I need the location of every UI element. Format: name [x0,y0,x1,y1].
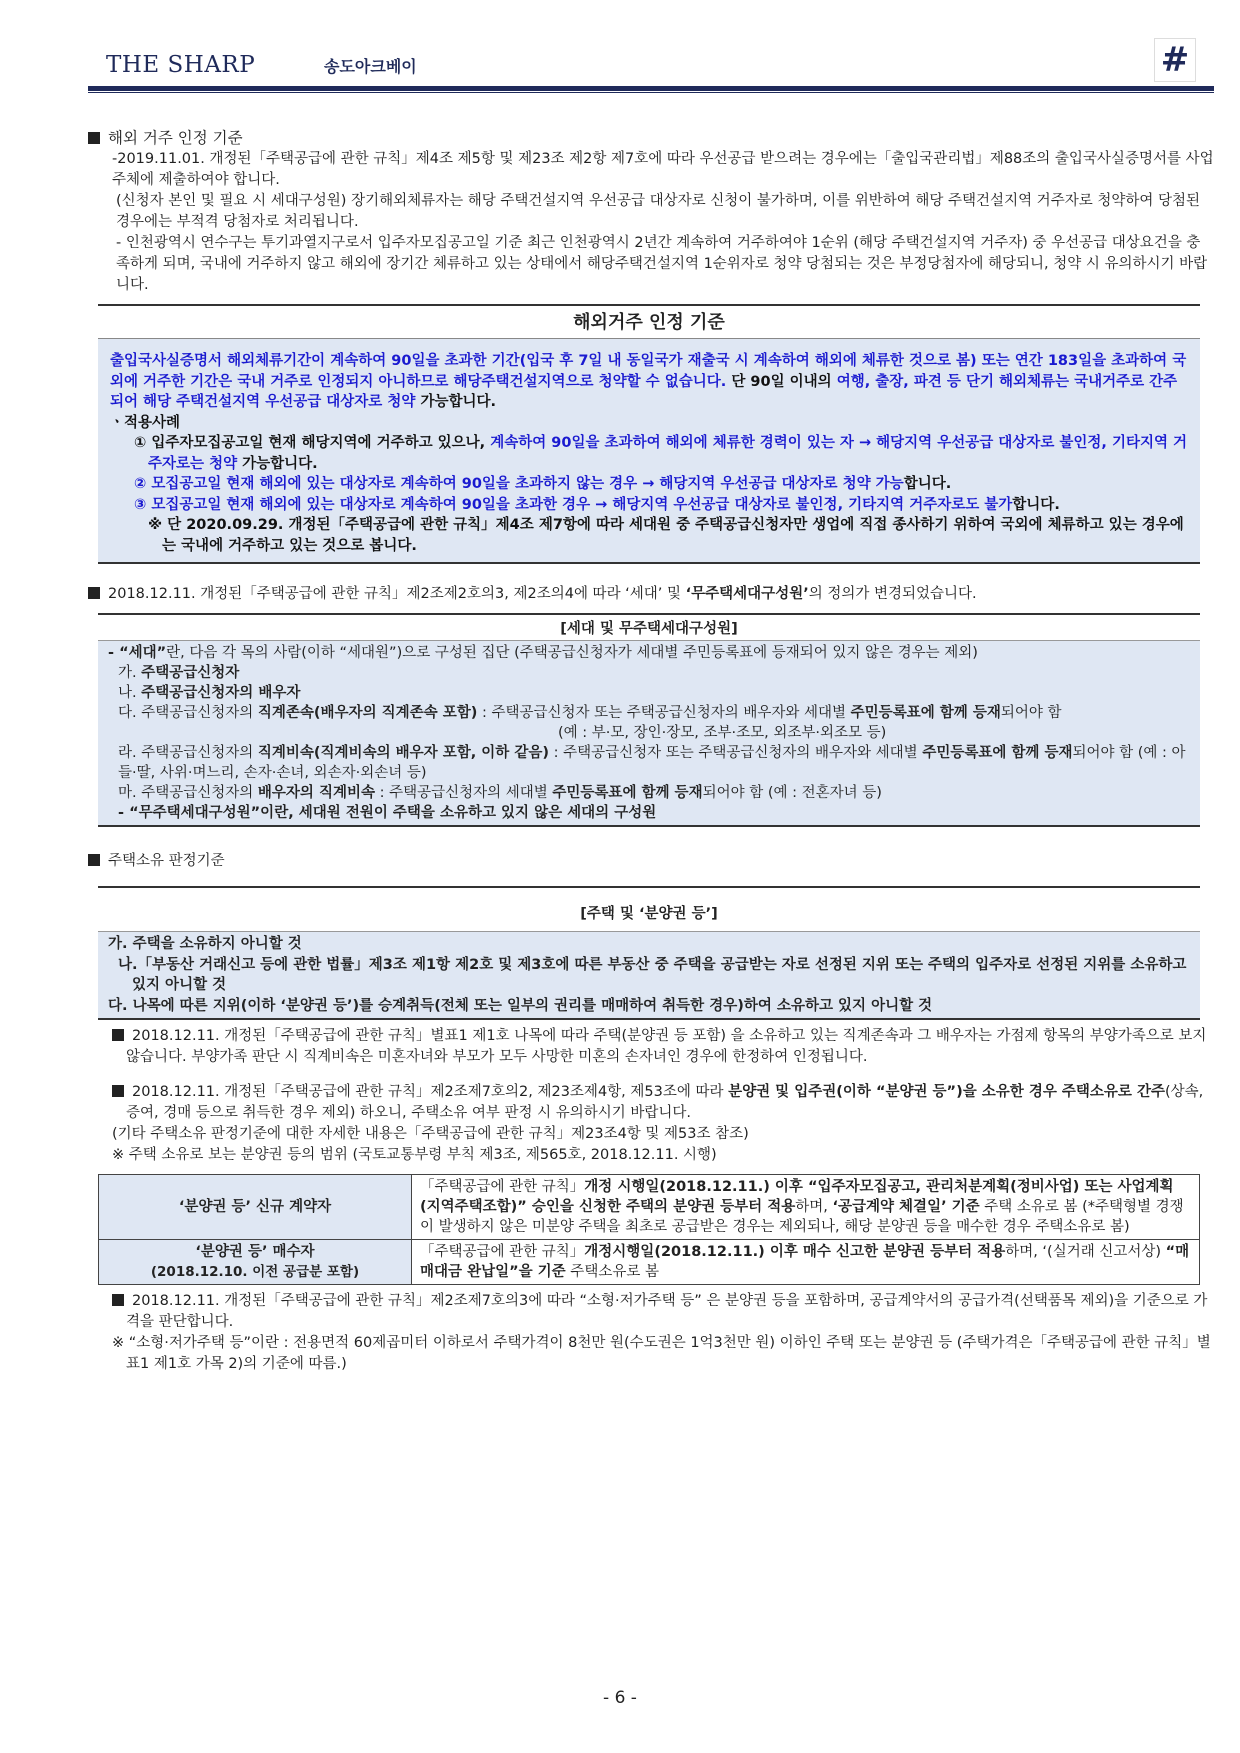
paragraph-household-intro: 2018.12.11. 개정된「주택공급에 관한 규칙」제2조제2호의3, 제2조의4에 따라 ‘세대’ 및 ‘무주택세대구성원’의 정의가 변경되었습니다. [88,584,1214,605]
definition-item: 마. 주택공급신청자의 배우자의 직계비속 : 주택공급신청자의 세대별 주민등록표에 함께 등재되어야 함 (예 : 전혼자녀 등) [118,785,882,801]
paragraph: (기타 주택소유 판정기준에 대한 자세한 내용은「주택공급에 관한 규칙」제23조4항 및 제53조 참조) [112,1126,749,1142]
brand-logo-icon: # [1154,38,1196,82]
paragraph: - 인천광역시 연수구는 투기과열지구로서 입주자모집공고일 기준 최근 인천광역시 2년간 계속하여 거주하여야 1순위 (해당 주택건설지역 거주자) 중 우선공급 대상요건을 충족하게 되며, 국내에 거주하지 않고 해외에 장기간 체류하고 있는 상태에서 해당주택건설지역 1순위자로 청약 당첨되는 것은 부정당첨자에 해당되니, 청약 시 유의하시기 바랍니다. [116,235,1208,293]
table-row [99,1240,1200,1285]
section-overseas-title: 해외 거주 인정 기준 [88,128,1214,149]
table-row [99,1175,1200,1240]
bullet-square-icon [88,587,100,599]
box-title: [세대 및 무주택세대구성원] [98,615,1200,641]
ownership-criteria-box [98,886,1200,1020]
definition-item: 라. 주택공급신청자의 직계비속(직계비속의 배우자 포함, 이하 같음) : 주택공급신청자 또는 주택공급신청자의 배우자와 세대별 주민등록표에 함께 등재되어야 함 (예 : 아들·딸, 사위·며느리, 손자·손녀, 외손자·외손녀 등) [118,745,1186,781]
table-cell: 「주택공급에 관한 규칙」개정 시행일(2018.12.11.) 이후 “입주자모집공고, 관리처분계획(정비사업) 또는 사업계획(지역주택조합)” 승인을 신청한 주택의 분양권 등부터 적용하며, ‘공급계약 체결일’ 기준 주택 소유로 봄 (*주택형별 경쟁이 발생하지 않은 미분양 주택을 최초로 공급받은 경우는 제외되나, 해당 분양권 등을 매수한 경우 주택소유로 봄) [412,1175,1200,1240]
paragraph: -2019.11.01. 개정된「주택공급에 관한 규칙」제4조 제5항 및 제23조 제2항 제7호에 따라 우선공급 받으려는 경우에는「출입국관리법」제88조의 출입국사실증명서를 사업주체에 제출하여야 합니다. [112,151,1214,188]
definition-item: 나. 주택공급신청자의 배우자 [118,685,301,701]
section-ownership-title: 주택소유 판정기준 [88,851,1214,872]
case-item: ③ 모집공고일 현재 해외에 있는 대상자로 계속하여 90일을 초과한 경우 → 해당지역 우선공급 대상자로 불인정, 기타지역 거주자로도 불가합니다. [134,496,1060,513]
paragraph-dependents: 2018.12.11. 개정된「주택공급에 관한 규칙」별표1 제1호 나목에 따라 주택(분양권 등 포함) 을 소유하고 있는 직계존속과 그 배우자는 가점제 항목의 부양가족으로 보지 않습니다. 부양가족 판단 시 직계비속은 미혼자녀와 부모가 모두 사망한 미혼의 손자녀인 경우에 한정하여 인정됩니다. [88,1026,1214,1068]
bullet-square-icon [112,1294,124,1306]
brand-subtitle: 송도아크베이 [324,57,417,76]
box-title: 해외거주 인정 기준 [98,306,1200,339]
criteria-item: 다. 나목에 따른 지위(이하 ‘분양권 등’)를 승계취득(전체 또는 일부의 권리를 매매하여 취득한 경우)하여 소유하고 있지 아니할 것 [108,997,933,1014]
header-divider-thin [88,92,1214,93]
paragraph-presale-rights: 2018.12.11. 개정된「주택공급에 관한 규칙」제2조제7호의2, 제23조제4항, 제53조에 따라 분양권 및 입주권(이하 “분양권 등”)을 소유한 경우 주택소유로 간주(상속, 증여, 경매 등으로 취득한 경우 제외) 하오니, 주택소유 여부 판정 시 유의하시기 바랍니다. [88,1082,1214,1124]
box-note: ※ 단 2020.09.29. 개정된「주택공급에 관한 규칙」제4조 제7항에 따라 세대원 중 주택공급신청자만 생업에 직접 종사하기 위하여 국외에 체류하고 있는 경우에는 국내에 거주하고 있는 것으로 봅니다. [148,517,1184,554]
bullet-square-icon [112,1085,124,1097]
overseas-criteria-box [98,304,1200,564]
document-body [88,128,1214,1375]
criteria-item: 나.「부동산 거래신고 등에 관한 법률」제3조 제1항 제2호 및 제3호에 따른 부동산 중 주택을 공급받는 자로 선정된 지위 또는 주택의 입주자로 선정된 지위를 소유하고 있지 아니할 것 [118,956,1187,993]
definition-example: (예 : 부·모, 장인·장모, 조부·조모, 외조부·외조모 등) [558,725,887,741]
definition-line: - “무주택세대구성원”이란, 세대원 전원이 주택을 소유하고 있지 않은 세대의 구성원 [118,805,657,821]
table-cell: 「주택공급에 관한 규칙」개정시행일(2018.12.11.) 이후 매수 신고한 분양권 등부터 적용하며, ‘(실거래 신고서상) “매매대금 완납일”을 기준 주택소유로 봄 [412,1240,1200,1285]
criteria-item: 가. 주택을 소유하지 아니할 것 [108,936,302,952]
paragraph: (신청자 본인 및 필요 시 세대구성원) 장기해외체류자는 해당 주택건설지역 우선공급 대상자로 신청이 불가하며, 이를 위반하여 해당 주택건설지역 거주자로 청약하여 당첨된 경우에는 부적격 당첨자로 처리됩니다. [116,193,1200,230]
table-row-header: ‘분양권 등’ 신규 계약자 [99,1175,412,1240]
presale-rights-table [98,1174,1200,1285]
definition-item: 다. 주택공급신청자의 직계존속(배우자의 직계존속 포함) : 주택공급신청자 또는 주택공급신청자의 배우자와 세대별 주민등록표에 함께 등재되어야 함 [118,705,1062,721]
bullet-square-icon [88,132,100,144]
page-header [96,30,1214,90]
header-divider [88,86,1214,91]
brand-name: THE SHARP [106,52,256,78]
table-row-header: ‘분양권 등’ 매수자 (2018.12.10. 이전 공급분 포함) [99,1240,412,1285]
case-item: ② 모집공고일 현재 해외에 있는 대상자로 계속하여 90일을 초과하지 않는 경우 → 해당지역 우선공급 대상자로 청약 가능합니다. [134,476,952,492]
page-number: - 6 - [603,1688,637,1708]
definition-item: 가. 주택공급신청자 [118,665,240,681]
household-definition-box [98,613,1200,827]
box-subheading: ㆍ적용사례 [110,414,181,431]
box-title: [주택 및 ‘분양권 등’] [98,888,1200,932]
paragraph-note: ※ “소형·저가주택 등”이란 : 전용면적 60제곱미터 이하로서 주택가격이 8천만 원(수도권은 1억3천만 원) 이하인 주택 또는 분양권 등 (주택가격은「주택공급에 관한 규칙」별표1 제1호 가목 2)의 기준에 따름.) [112,1335,1211,1372]
definition-line: - “세대”란, 다음 각 목의 사람(이하 “세대원”)으로 구성된 집단 (주택공급신청자가 세대별 주민등록표에 등재되어 있지 않은 경우는 제외) [108,645,978,661]
case-item: ① 입주자모집공고일 현재 해당지역에 거주하고 있으나, 계속하여 90일을 초과하여 해외에 체류한 경력이 있는 자 → 해당지역 우선공급 대상자로 불인정, 기타지역 거주자로는 청약 가능합니다. [134,435,1188,472]
paragraph: ※ 주택 소유로 보는 분양권 등의 범위 (국토교통부령 부칙 제3조, 제565호, 2018.12.11. 시행) [112,1147,717,1163]
box-paragraph: 출입국사실증명서 해외체류기간이 계속하여 90일을 초과한 기간(입국 후 7일 내 동일국가 재출국 시 계속하여 해외에 체류한 것으로 봄) 또는 연간 183일을 초과하여 국외에 거주한 기간은 국내 거주로 인정되지 아니하므로 해당주택건설지역으로 청약할 수 없습니다. 단 90일 이내의 여행, 출장, 파견 등 단기 해외체류는 국내거주로 간주되어 해당 주택건설지역 우선공급 대상자로 청약 가능합니다. [110,353,1187,410]
bullet-square-icon [112,1029,124,1041]
paragraph-small-house: 2018.12.11. 개정된「주택공급에 관한 규칙」제2조제7호의3에 따라 “소형·저가주택 등” 은 분양권 등을 포함하며, 공급계약서의 공급가격(선택품목 제외)을 기준으로 가격을 판단합니다. [88,1291,1214,1333]
bullet-square-icon [88,854,100,866]
